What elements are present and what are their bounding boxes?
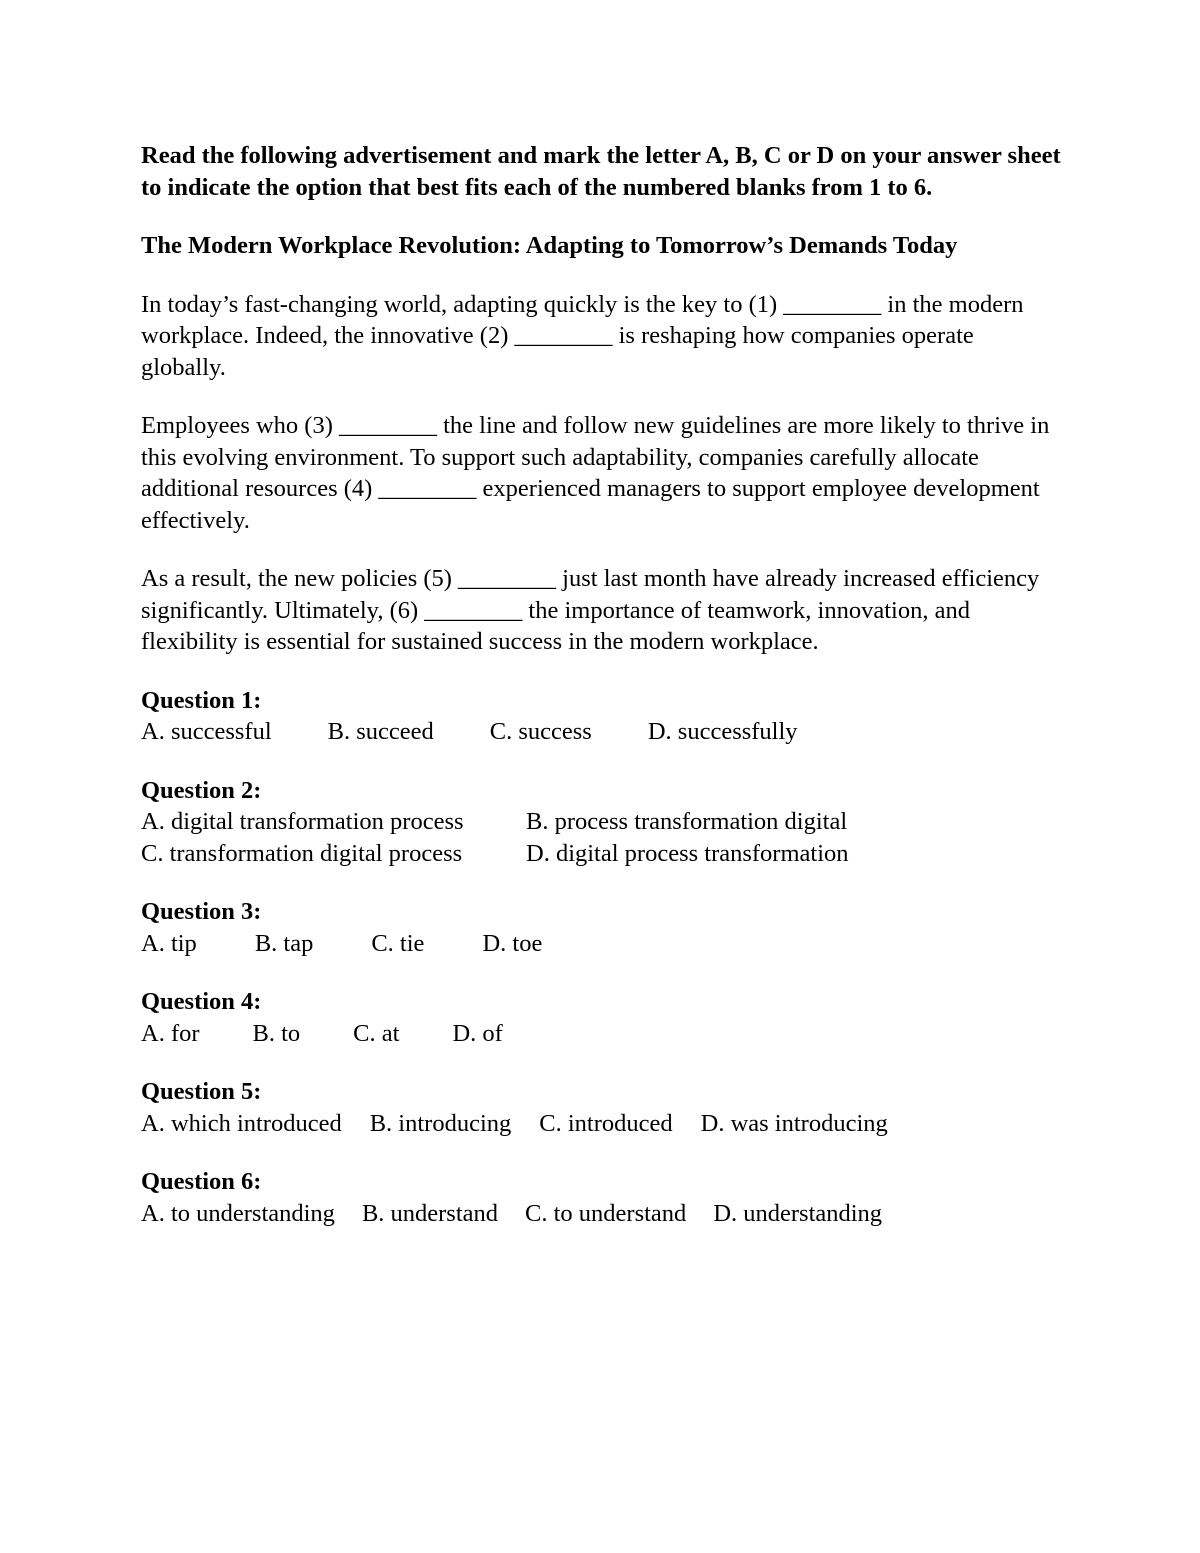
options-row [141,928,1061,960]
question-1 [141,685,1061,748]
option-b: B. process transformation digital [526,808,848,835]
option-c: C. transformation digital process [141,839,463,867]
passage-title: The Modern Workplace Revolution: Adapting to Tomorrow’s Demands Today [141,232,958,259]
option-b: B. to [252,1019,301,1047]
question-label: Question 4: [141,988,262,1015]
question-label: Question 1: [141,686,262,714]
passage-paragraph-1: In today’s fast-changing world, adapting quickly is the key to (1) ________ in the modern workplace. Indeed, the innovative (2) ________ is reshaping how companies operate globally. [141,290,1024,381]
options-row [141,1108,1061,1140]
options-row [141,806,1061,838]
option-d: D. digital process transformation [526,839,849,867]
option-c: C. tie [371,929,425,957]
question-2 [141,775,1061,870]
option-b: B. tap [254,929,314,957]
question-label: Question 2: [141,776,262,804]
question-label: Question 6: [141,1168,262,1195]
option-d: D. of [452,1019,503,1047]
option-d: D. successfully [647,718,798,745]
option-c: C. success [489,718,592,745]
instructions-text: Read the following advertisement and mark the letter A, B, C or D on your answer sheet to indicate the option that best fits each of the numbered blanks from 1 to 6. [141,142,1061,201]
question-5 [141,1076,1061,1139]
options-row [141,1018,1061,1050]
options-row [141,1198,1061,1230]
option-b: B. understand [361,1199,499,1227]
options-row [141,716,1061,748]
option-a: A. tip [141,929,197,957]
option-c: C. to understand [525,1199,687,1227]
document-page [141,140,1061,1256]
option-d: D. was introducing [700,1109,888,1137]
question-label: Question 3: [141,898,262,925]
option-d: D. understanding [713,1199,883,1227]
option-b: B. introducing [369,1109,512,1137]
option-b: B. succeed [327,718,434,745]
passage-paragraph-3: As a result, the new policies (5) ________ just last month have already increased efficiency significantly. Ultimately, (6) ________ the importance of teamwork, innovation, and flexibility is essential for sustained success in the modern workplace. [141,565,1040,655]
option-a: A. digital transformation process [141,808,464,835]
option-a: A. which introduced [141,1109,342,1137]
option-d: D. toe [482,929,543,957]
question-4 [141,986,1061,1049]
question-6 [141,1166,1061,1229]
question-3 [141,896,1061,959]
option-a: A. to understanding [141,1199,335,1227]
option-a: A. for [141,1019,200,1047]
option-a: A. successful [141,718,272,745]
option-c: C. at [353,1019,400,1047]
passage-paragraph-2: Employees who (3) ________ the line and follow new guidelines are more likely to thrive in this evolving environment. To support such adaptability, companies carefully allocate additional resources (4) ________ experienced managers to support employee development effectively. [141,412,1050,534]
option-c: C. introduced [539,1109,673,1137]
question-label: Question 5: [141,1078,262,1105]
options-row [141,838,1061,870]
